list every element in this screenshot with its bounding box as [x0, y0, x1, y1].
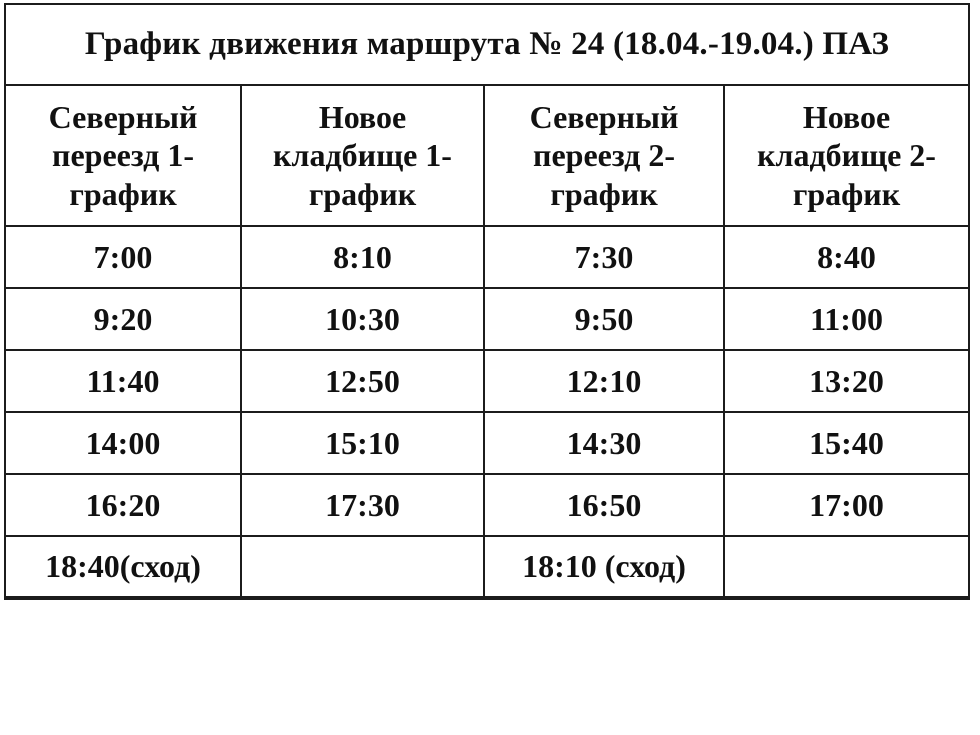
empty-cell — [241, 536, 484, 598]
title-row — [5, 4, 969, 85]
time-cell: 9:20 — [5, 288, 241, 350]
time-cell: 13:20 — [724, 350, 969, 412]
header-row — [5, 85, 969, 226]
time-cell: 17:30 — [241, 474, 484, 536]
time-cell: 17:00 — [724, 474, 969, 536]
time-cell: 14:30 — [484, 412, 724, 474]
time-cell: 7:00 — [5, 226, 241, 288]
time-cell: 10:30 — [241, 288, 484, 350]
time-cell: 16:50 — [484, 474, 724, 536]
column-header-severny-pereezd-1: Северный переезд 1-график — [5, 85, 241, 226]
time-cell: 11:40 — [5, 350, 241, 412]
time-cell: 12:10 — [484, 350, 724, 412]
table-row — [5, 474, 969, 536]
time-cell-skhod: 18:10 (сход) — [484, 536, 724, 598]
column-header-severny-pereezd-2: Северный переезд 2-график — [484, 85, 724, 226]
schedule-table — [4, 3, 970, 600]
table-row — [5, 412, 969, 474]
time-cell: 8:40 — [724, 226, 969, 288]
table-row — [5, 226, 969, 288]
time-cell: 7:30 — [484, 226, 724, 288]
time-cell: 16:20 — [5, 474, 241, 536]
column-header-novoe-kladbishche-2: Новое кладбище 2-график — [724, 85, 969, 226]
column-header-novoe-kladbishche-1: Новое кладбище 1-график — [241, 85, 484, 226]
table-row — [5, 288, 969, 350]
table-row — [5, 350, 969, 412]
time-cell: 11:00 — [724, 288, 969, 350]
time-cell: 9:50 — [484, 288, 724, 350]
time-cell-skhod: 18:40(сход) — [5, 536, 241, 598]
time-cell: 15:40 — [724, 412, 969, 474]
time-cell: 8:10 — [241, 226, 484, 288]
time-cell: 12:50 — [241, 350, 484, 412]
empty-cell — [724, 536, 969, 598]
time-cell: 14:00 — [5, 412, 241, 474]
table-title: График движения маршрута № 24 (18.04.-19.04.) ПАЗ — [5, 4, 969, 85]
time-cell: 15:10 — [241, 412, 484, 474]
table-row — [5, 536, 969, 598]
